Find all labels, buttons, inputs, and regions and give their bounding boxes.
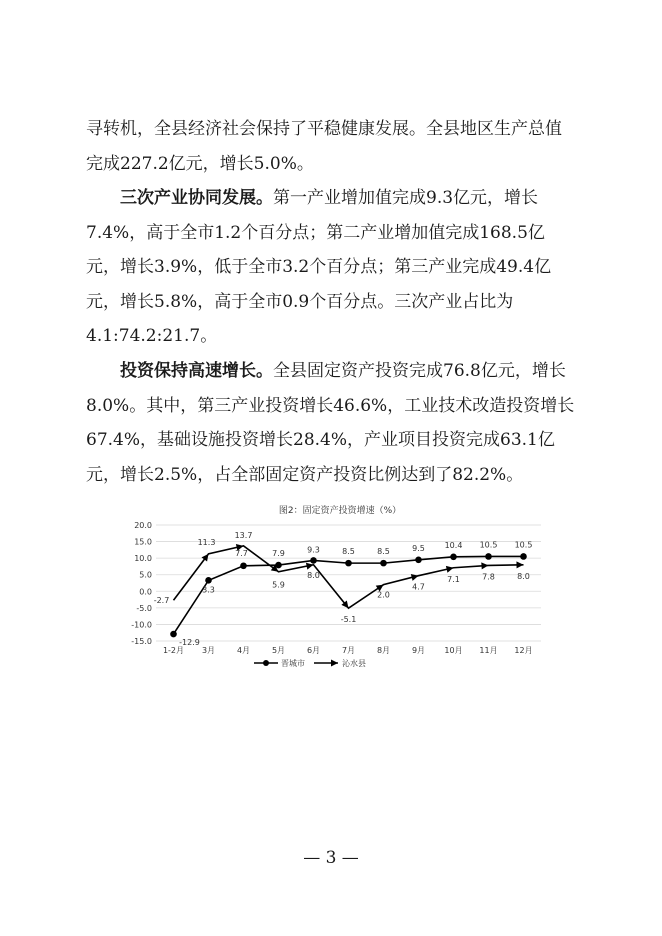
y-tick-label: 5.0 xyxy=(139,570,152,580)
legend-label: 晋城市 xyxy=(281,659,305,668)
x-tick-label: 5月 xyxy=(271,646,286,655)
x-tick-label: 10月 xyxy=(444,646,463,655)
x-tick-label: 11月 xyxy=(479,646,498,655)
data-point xyxy=(520,553,527,560)
data-label: 8.5 xyxy=(377,547,390,557)
x-tick-label: 6月 xyxy=(306,646,321,655)
y-tick-label: 15.0 xyxy=(134,537,152,547)
data-point xyxy=(481,562,488,569)
data-point xyxy=(205,577,212,584)
heading-investment: 投资保持高速增长。 xyxy=(120,361,273,381)
legend-label: 沁水县 xyxy=(342,659,366,668)
y-tick-label: 0.0 xyxy=(139,587,152,597)
data-label: 9.3 xyxy=(307,545,320,555)
x-tick-label: 8月 xyxy=(376,646,391,655)
y-tick-label: -15.0 xyxy=(131,637,152,646)
y-tick-label: 10.0 xyxy=(134,554,152,564)
x-tick-label: 9月 xyxy=(411,646,426,655)
data-point xyxy=(170,631,177,638)
data-point xyxy=(240,562,247,569)
data-label: 8.0 xyxy=(307,570,320,580)
series-jincheng xyxy=(170,537,533,648)
data-label: 8.5 xyxy=(342,547,355,557)
data-label: 7.7 xyxy=(235,548,248,558)
data-label: 7.8 xyxy=(482,572,495,582)
y-axis xyxy=(131,521,152,646)
data-point xyxy=(345,560,352,567)
paragraph-investment: 投资保持高速增长。全县固定资产投资完成76.8亿元，增长8.0%。其中，第三产业投资增长46.6%，工业技术改造投资增长67.4%，基础设施投资增长28.4%，产业项目投资完成63.1亿元，增长2.5%，占全部固定资产投资比例达到了82.2%。 xyxy=(86,361,575,485)
data-label: 7.9 xyxy=(272,549,285,559)
data-label: 8.0 xyxy=(517,571,530,581)
data-label: -12.9 xyxy=(179,638,200,648)
data-label: 10.5 xyxy=(514,540,533,550)
legend-marker xyxy=(331,660,338,667)
data-label: -5.1 xyxy=(340,615,357,625)
data-label: 4.7 xyxy=(412,582,425,592)
data-point xyxy=(516,561,523,568)
data-label: 2.0 xyxy=(377,590,390,600)
investment-growth-chart xyxy=(116,497,546,677)
y-tick-label: -10.0 xyxy=(131,620,152,630)
data-point xyxy=(380,560,387,567)
data-label: 5.9 xyxy=(272,580,285,590)
data-label: 9.5 xyxy=(412,543,425,553)
y-tick-label: 20.0 xyxy=(134,521,152,530)
x-tick-label: 7月 xyxy=(341,646,356,655)
paragraph-growth-summary: 寻转机，全县经济社会保持了平稳健康发展。全县地区生产总值完成227.2亿元，增长5.0%。 xyxy=(86,119,562,174)
data-label: 10.5 xyxy=(479,540,498,550)
data-point xyxy=(310,557,317,564)
paragraph-industries: 三次产业协同发展。第一产业增加值完成9.3亿元，增长7.4%，高于全市1.2个百分点；第二产业增加值完成168.5亿元，增长3.9%，低于全市3.2个百分点；第三产业完成49.4亿元，增长5.8%，高于全市0.9个百分点。三次产业占比为4.1:74.2:21.7。 xyxy=(86,188,552,347)
data-label: -2.7 xyxy=(153,596,170,606)
data-label: 3.3 xyxy=(202,585,215,595)
x-tick-label: 12月 xyxy=(514,646,533,655)
x-tick-label: 1-2月 xyxy=(162,646,185,655)
data-point xyxy=(450,554,457,561)
page-number: — 3 — xyxy=(303,848,359,868)
x-tick-label: 3月 xyxy=(201,646,216,655)
chart-series xyxy=(154,531,533,647)
chart-title: 图2：固定资产投资增速（%） xyxy=(278,506,402,516)
data-point xyxy=(415,557,422,564)
legend-marker xyxy=(263,660,269,666)
x-tick-label: 4月 xyxy=(236,646,251,655)
data-label: 10.4 xyxy=(444,540,463,550)
chart-legend xyxy=(254,658,366,668)
data-label: 13.7 xyxy=(234,530,253,540)
data-point xyxy=(485,553,492,560)
heading-industries: 三次产业协同发展。 xyxy=(120,188,273,208)
data-label: 11.3 xyxy=(197,537,216,547)
x-axis xyxy=(163,646,533,655)
y-tick-label: -5.0 xyxy=(136,603,152,613)
data-label: 7.1 xyxy=(447,574,460,584)
